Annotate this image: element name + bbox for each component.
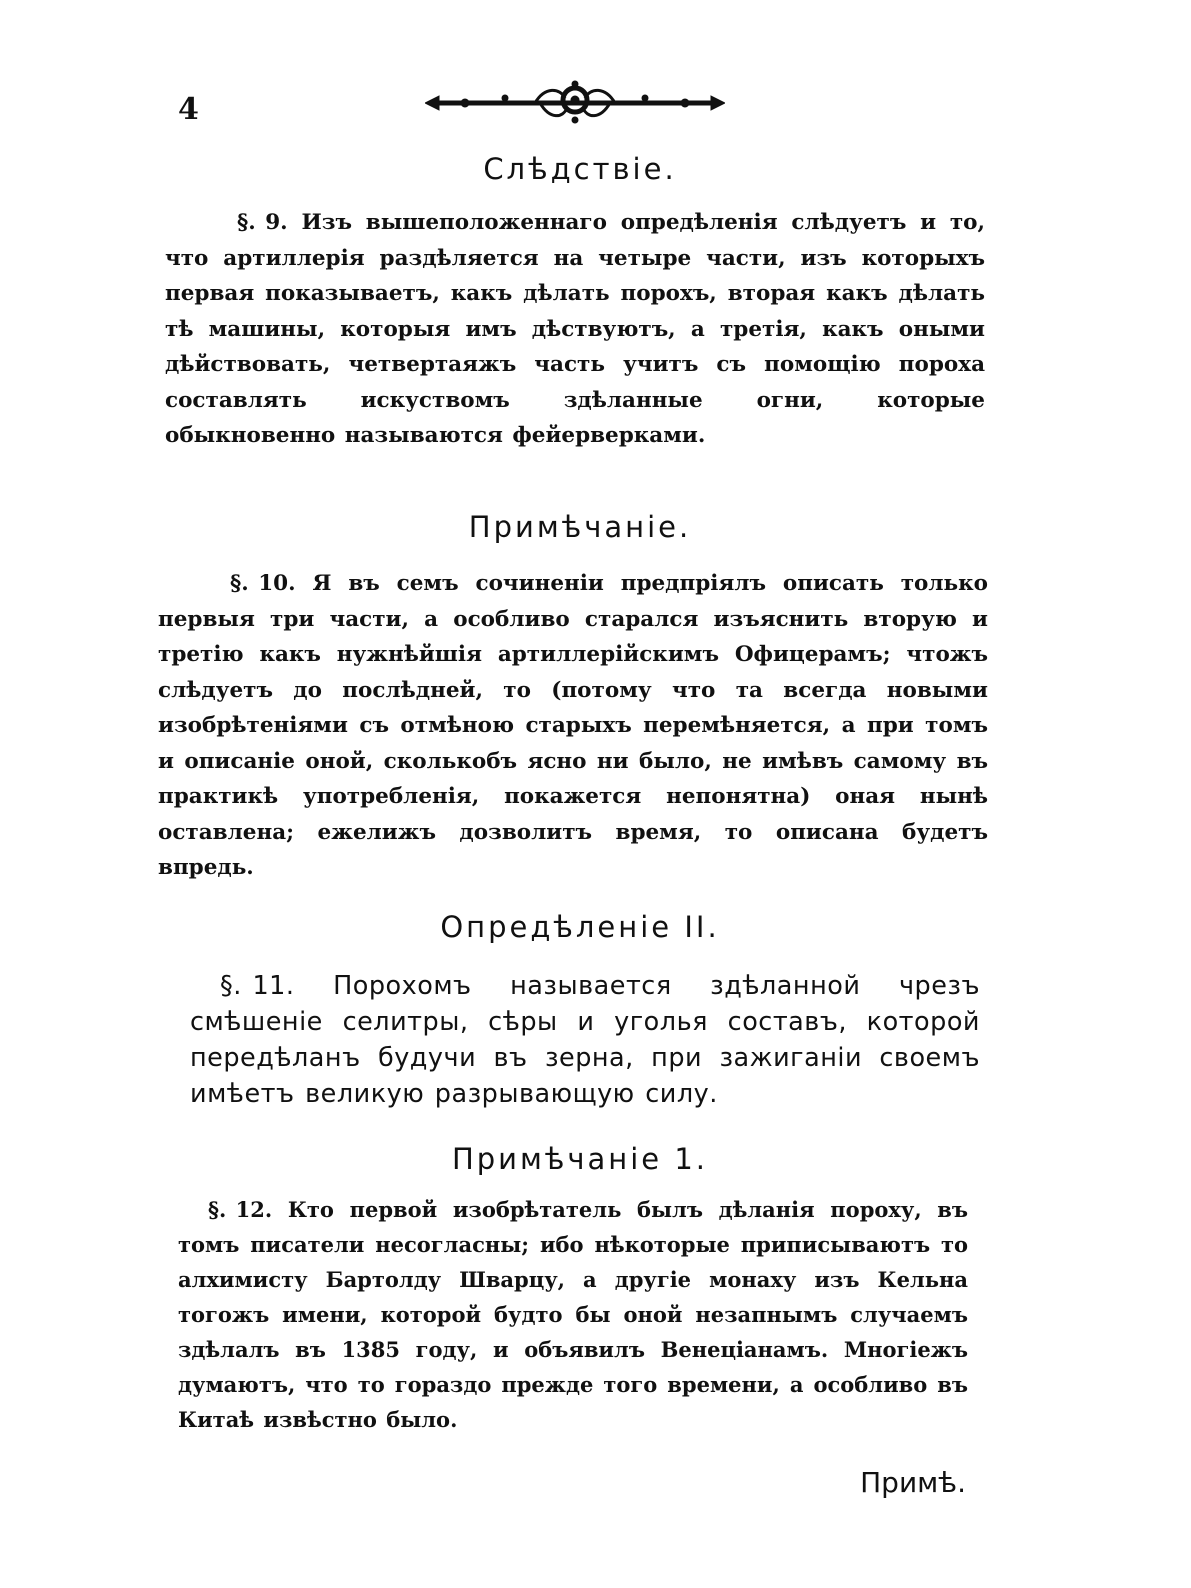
paragraph-12 [178, 1192, 968, 1437]
paragraph-11 [190, 968, 980, 1112]
section-mark: §. 12. [208, 1197, 273, 1222]
heading-primechanie-1: Примѣчаніе 1. [451, 1142, 709, 1176]
page-number: 4 [178, 92, 199, 127]
paragraph-10 [158, 566, 988, 886]
heading-opredelenie-ii: Опредѣленіе II. [440, 910, 720, 944]
paragraph-text: Кто первой изобрѣтатель былъ дѣланія пороху, въ томъ писатели несогласны; ибо нѣкоторые приписываютъ то алхимисту Бартолду Шварцу, а другіе монаху изъ Кельна тогожъ имени, которой будто бы оной незапнымъ случаемъ здѣлалъ въ 1385 году, и объявилъ Венеціанамъ. Многіежъ думаютъ, что то гораздо прежде того времени, а особливо въ Китаѣ извѣстно было. [178, 1197, 969, 1432]
paragraph-text: Порохомъ называется здѣланной чрезъ смѣшеніе селитры, сѣры и уголья составъ, которой передѣланъ будучи въ зерна, при зажиганіи своемъ имѣетъ великую разрывающую силу. [190, 971, 980, 1109]
catchword: Примѣ. [860, 1466, 966, 1499]
section-mark: §. 10. [230, 571, 296, 596]
heading-sledstvie: Слѣдствіе. [483, 152, 677, 186]
section-mark: §. 11. [220, 971, 295, 1001]
section-mark: §. 9. [237, 210, 288, 235]
paragraph-9 [165, 205, 985, 454]
decorative-headpiece-ornament-icon [425, 78, 725, 128]
paragraph-text: Изъ вышеположеннаго опредѣленія слѣдуетъ и то, что артиллерія раздѣляется на четыре части, изъ которыхъ первая показываетъ, какъ дѣлать порохъ, вторая какъ дѣлать тѣ машины, которыя имъ дѣствуютъ, а третія, какъ оными дѣйствовать, четвертаяжъ часть учитъ съ помощію пороха составлять искуствомъ здѣланные огни, которые обыкновенно называются фейерверками. [165, 210, 985, 448]
heading-primechanie: Примѣчаніе. [468, 510, 692, 544]
paragraph-text: Я въ семъ сочиненіи предпріялъ описать только первыя три части, а особливо старался изъяснить вторую и третію какъ нужнѣйшія артиллерійскимъ Офицерамъ; чтожъ слѣдуетъ до послѣдней, то (потому что та всегда новыми изобрѣтеніями съ отмѣною старыхъ перемѣняется, а при томъ и описаніе оной, сколькобъ ясно ни было, не имѣвъ самому въ практикѣ употребленія, покажется непонятна) оная нынѣ оставлена; ежелижъ дозволитъ время, то описана будетъ впредь. [158, 571, 988, 880]
